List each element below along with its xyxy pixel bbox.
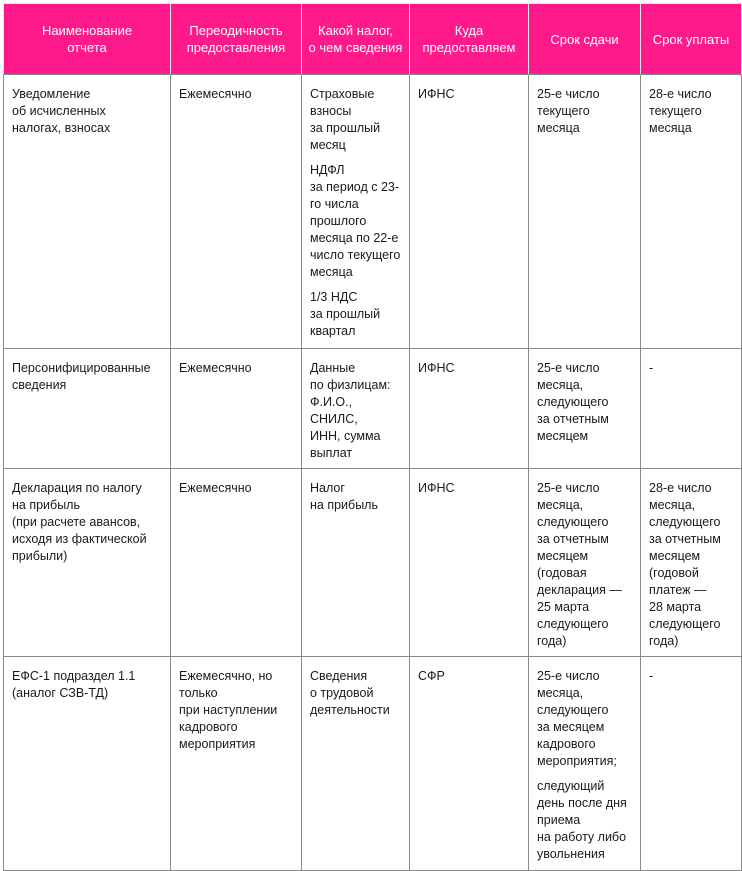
cell-tax-info xyxy=(302,469,410,657)
cell-text-line: 25-е число xyxy=(537,669,600,683)
cell-text-block xyxy=(537,778,632,863)
cell-text-line: приема xyxy=(537,813,581,827)
cell-text-line: за период с 23- xyxy=(310,180,400,194)
cell-recipient xyxy=(410,469,529,657)
table-row xyxy=(4,75,742,349)
cell-text-line: Ежемесячно xyxy=(179,481,252,495)
header-recipient: Куда предоставляем xyxy=(410,4,529,75)
cell-text-line: 1/3 НДС xyxy=(310,290,358,304)
cell-text-line: декларация — xyxy=(537,583,622,597)
header-tax-info: Какой налог, о чем сведения xyxy=(302,4,410,75)
cell-text-line: ИНН, сумма xyxy=(310,429,381,443)
cell-text-line: число текущего xyxy=(310,248,401,262)
table-row xyxy=(4,657,742,871)
cell-text-line: месяца по 22-е xyxy=(310,231,399,245)
cell-text-line: следующего xyxy=(537,395,609,409)
cell-text-line: го числа xyxy=(310,197,359,211)
cell-text-line: Ежемесячно xyxy=(179,87,252,101)
cell-text-line: Декларация по налогу xyxy=(12,481,142,495)
reports-table xyxy=(3,3,742,871)
cell-payment-deadline xyxy=(641,349,742,469)
cell-text-block xyxy=(310,480,401,514)
cell-payment-deadline xyxy=(641,75,742,349)
cell-text-block xyxy=(310,360,401,462)
cell-recipient xyxy=(410,349,529,469)
cell-text-block xyxy=(537,480,632,650)
cell-text-line: при наступлении xyxy=(179,703,278,717)
cell-text-line: месяцем xyxy=(537,549,589,563)
cell-text-line: за прошлый xyxy=(310,121,381,135)
cell-text-line: за прошлый xyxy=(310,307,381,321)
cell-text-line: на прибыль xyxy=(12,498,80,512)
cell-tax-info xyxy=(302,349,410,469)
cell-text-line: квартал xyxy=(310,324,356,338)
cell-text-line: года) xyxy=(649,634,679,648)
cell-text-line: (годовая xyxy=(537,566,587,580)
cell-payment-deadline xyxy=(641,657,742,871)
cell-text-line: об исчисленных xyxy=(12,104,106,118)
cell-periodicity xyxy=(171,657,302,871)
cell-text-line: день после дня xyxy=(537,796,627,810)
cell-submission-deadline xyxy=(529,469,641,657)
cell-text-line: платеж — xyxy=(649,583,707,597)
cell-text-line: (годовой xyxy=(649,566,699,580)
cell-text-line: месяца, xyxy=(649,498,696,512)
cell-payment-deadline xyxy=(641,469,742,657)
cell-text-line: месяца, xyxy=(537,498,584,512)
cell-text-line: года) xyxy=(537,634,567,648)
cell-report-name xyxy=(4,657,171,871)
cell-text-block xyxy=(310,668,401,719)
header-periodicity: Переодичность предоставления xyxy=(171,4,302,75)
cell-text-line: следующий xyxy=(537,779,605,793)
cell-text-block xyxy=(649,668,733,685)
cell-text-line: 25-е число xyxy=(537,481,600,495)
cell-text-line: увольнения xyxy=(537,847,605,861)
cell-periodicity xyxy=(171,75,302,349)
cell-text-line: следующего xyxy=(537,515,609,529)
cell-text-line: за отчетным xyxy=(649,532,721,546)
cell-text-line: 28 марта xyxy=(649,600,702,614)
header-payment-deadline: Срок уплаты xyxy=(641,4,742,75)
cell-text-block xyxy=(537,668,632,770)
cell-text-line: Ежемесячно xyxy=(179,361,252,375)
cell-text-line: Уведомление xyxy=(12,87,91,101)
cell-recipient xyxy=(410,75,529,349)
cell-text-line: следующего xyxy=(649,617,721,631)
cell-text-line: по физлицам: xyxy=(310,378,391,392)
cell-text-line: месяц xyxy=(310,138,346,152)
cell-text-line: 28-е число xyxy=(649,481,712,495)
header-report-name: Наименование отчета xyxy=(4,4,171,75)
table-row xyxy=(4,469,742,657)
cell-text-line: (аналог СЗВ-ТД) xyxy=(12,686,109,700)
cell-text-line: мероприятия xyxy=(179,737,256,751)
cell-submission-deadline xyxy=(529,75,641,349)
cell-text-line: деятельности xyxy=(310,703,390,717)
cell-text-line: за месяцем xyxy=(537,720,605,734)
cell-text-line: Персонифицированные xyxy=(12,361,151,375)
cell-text-line: Ф.И.О., СНИЛС, xyxy=(310,395,358,426)
cell-text-line: прошлого xyxy=(310,214,367,228)
cell-text-line: месяца xyxy=(537,121,580,135)
cell-text-line: за отчетным xyxy=(537,532,609,546)
cell-text-line: следующего xyxy=(537,617,609,631)
cell-periodicity xyxy=(171,469,302,657)
cell-tax-info xyxy=(302,657,410,871)
cell-text-line: исходя из фактической xyxy=(12,532,147,546)
cell-text-line: Данные xyxy=(310,361,356,375)
cell-text-line: прибыли) xyxy=(12,549,68,563)
cell-text-line: месяцем xyxy=(649,549,701,563)
cell-text-block xyxy=(649,360,733,377)
cell-text-line: мероприятия; xyxy=(537,754,617,768)
cell-text-line: ИФНС xyxy=(418,87,455,101)
cell-text-line: текущего xyxy=(537,104,590,118)
cell-text-line: налогах, взносах xyxy=(12,121,111,135)
cell-text-block xyxy=(310,86,401,154)
cell-text-block xyxy=(649,480,733,650)
table-row xyxy=(4,349,742,469)
cell-submission-deadline xyxy=(529,657,641,871)
cell-text-line: 25-е число xyxy=(537,361,600,375)
cell-text-block xyxy=(310,162,401,281)
cell-text-block xyxy=(537,86,632,137)
cell-text-line: месяцем xyxy=(537,429,589,443)
cell-submission-deadline xyxy=(529,349,641,469)
cell-report-name xyxy=(4,469,171,657)
cell-text-line: месяца xyxy=(310,265,353,279)
cell-text-line: взносы xyxy=(310,104,352,118)
cell-text-block xyxy=(310,289,401,340)
cell-text-line: ИФНС xyxy=(418,481,455,495)
cell-text-line: ИФНС xyxy=(418,361,455,375)
cell-text-line: ЕФС-1 подраздел 1.1 xyxy=(12,669,136,683)
cell-text-line: НДФЛ xyxy=(310,163,345,177)
cell-text-line: только xyxy=(179,686,218,700)
cell-text-line: месяца, xyxy=(537,686,584,700)
cell-text-line: на работу либо xyxy=(537,830,627,844)
cell-text-line: за отчетным xyxy=(537,412,609,426)
cell-tax-info xyxy=(302,75,410,349)
cell-text-line: следующего xyxy=(649,515,721,529)
cell-recipient xyxy=(410,657,529,871)
cell-text-line: - xyxy=(649,361,654,375)
cell-text-line: Ежемесячно, но xyxy=(179,669,273,683)
cell-text-line: 25-е число xyxy=(537,87,600,101)
cell-text-block xyxy=(649,86,733,137)
cell-report-name xyxy=(4,75,171,349)
cell-text-line: месяца xyxy=(649,121,692,135)
cell-text-line: Сведения xyxy=(310,669,368,683)
cell-text-line: 28-е число xyxy=(649,87,712,101)
cell-text-block xyxy=(537,360,632,445)
header-row xyxy=(4,4,742,75)
cell-text-line: Налог xyxy=(310,481,345,495)
cell-periodicity xyxy=(171,349,302,469)
header-submission-deadline: Срок сдачи xyxy=(529,4,641,75)
cell-text-line: (при расчете авансов, xyxy=(12,515,141,529)
cell-text-line: текущего xyxy=(649,104,702,118)
cell-text-line: 25 марта xyxy=(537,600,590,614)
cell-text-line: кадрового xyxy=(537,737,596,751)
cell-text-line: выплат xyxy=(310,446,353,460)
cell-text-line: следующего xyxy=(537,703,609,717)
cell-text-line: СФР xyxy=(418,669,445,683)
cell-text-line: Страховые xyxy=(310,87,375,101)
cell-text-line: о трудовой xyxy=(310,686,374,700)
cell-text-line: месяца, xyxy=(537,378,584,392)
cell-text-line: сведения xyxy=(12,378,67,392)
cell-text-line: - xyxy=(649,669,654,683)
cell-text-line: на прибыль xyxy=(310,498,378,512)
cell-text-line: кадрового xyxy=(179,720,238,734)
cell-report-name xyxy=(4,349,171,469)
